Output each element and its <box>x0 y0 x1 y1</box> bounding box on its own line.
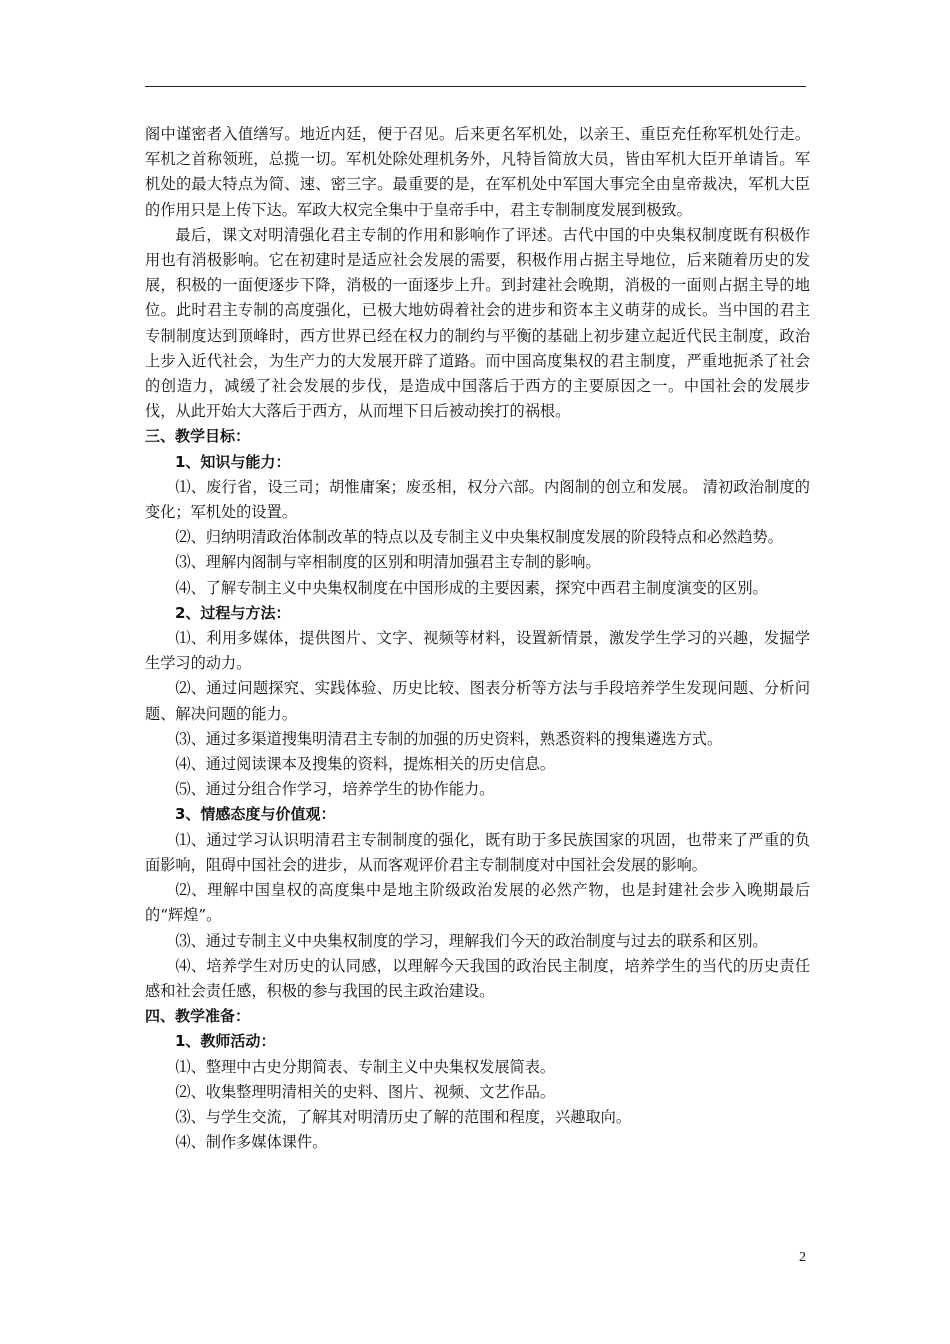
list-item: ⑷、了解专制主义中央集权制度在中国形成的主要因素，探究中西君主制度演变的区别。 <box>175 578 768 597</box>
list-item: ⑵、收集整理明清相关的史料、图片、视频、文艺作品。 <box>175 1082 556 1101</box>
list-item: ⑸、通过分组合作学习，培养学生的协作能力。 <box>175 780 495 799</box>
document-body <box>145 122 810 1155</box>
list-item: ⑴、废行省，设三司；胡惟庸案；废丞相，权分六部。内阁制的创立和发展。 清初政治制度的变化；军机处的设置。 <box>145 477 810 522</box>
header-rule <box>145 86 806 87</box>
list-item: ⑶、与学生交流，了解其对明清历史了解的范围和程度，兴趣取向。 <box>175 1107 632 1126</box>
subheading-process-method: 2、过程与方法： <box>175 603 291 622</box>
paragraph-military-council: 阁中谨密者入值缮写。地近内廷，便于召见。后来更名军机处，以亲王、重臣充任称军机处行走。军机之首称领班，总揽一切。军机处除处理机务外，凡特旨简放大员，皆由军机大臣开单请旨。军机处的最大特点为简、速、密三字。最重要的是，在军机处中军国大事完全由皇帝裁决，军机大臣的作用只是上传下达。军政大权完全集中于皇帝手中，君主专制制度发展到极致。 <box>145 125 810 219</box>
list-item: ⑷、制作多媒体课件。 <box>175 1133 328 1152</box>
list-item: ⑶、理解内阁制与宰相制度的区别和明清加强君主专制的影响。 <box>175 553 601 572</box>
list-item: ⑴、通过学习认识明清君主专制制度的强化，既有助于多民族国家的巩固，也带来了严重的负面影响，阻碍中国社会的进步，从而客观评价君主专制制度对中国社会发展的影响。 <box>145 830 810 874</box>
list-item: ⑵、归纳明清政治体制改革的特点以及专制主义中央集权制度发展的阶段特点和必然趋势。 <box>175 528 783 547</box>
page-number: 2 <box>799 1250 806 1265</box>
paragraph-evaluation: 最后，课文对明清强化君主专制的作用和影响作了评述。古代中国的中央集权制度既有积极作用也有消极影响。它在初建时是适应社会发展的需要，积极作用占据主导地位，后来随着历史的发展，积极的一面便逐步下降，消极的一面逐步上升。到封建社会晚期，消极的一面则占据主导的地位。此时君主专制的高度强化，已极大地妨碍着社会的进步和资本主义萌芽的成长。当中国的君主专制制度达到顶峰时，西方世界已经在权力的制约与平衡的基础上初步建立起近代民主制度，政治上步入近代社会，为生产力的大发展开辟了道路。而中国高度集权的君主制度，严重地扼杀了社会的创造力，减缓了社会发展的步伐，是造成中国落后于西方的主要原因之一。中国社会的发展步伐，从此开始大大落后于西方，从而埋下日后被动挨打的祸根。 <box>145 225 810 421</box>
list-item: ⑴、整理中古史分期简表、专制主义中央集权发展简表。 <box>175 1057 556 1076</box>
list-item: ⑵、通过问题探究、实践体验、历史比较、图表分析等方法与手段培养学生发现问题、分析问题、解决问题的能力。 <box>145 679 810 723</box>
list-item: ⑷、培养学生对历史的认同感，以理解今天我国的政治民主制度，培养学生的当代的历史责任感和社会责任感，积极的参与我国的民主政治建设。 <box>145 956 810 1000</box>
list-item: ⑶、通过专制主义中央集权制度的学习，理解我们今天的政治制度与过去的联系和区别。 <box>175 931 768 950</box>
list-item: ⑴、利用多媒体，提供图片、文字、视频等材料，设置新情景，激发学生学习的兴趣，发掘学生学习的动力。 <box>145 629 810 673</box>
list-item: ⑷、通过阅读课本及搜集的资料，提炼相关的历史信息。 <box>175 755 556 774</box>
subheading-teacher-activities: 1、教师活动： <box>175 1032 276 1051</box>
subheading-attitude-values: 3、情感态度与价值观： <box>175 805 336 824</box>
list-item: ⑵、理解中国皇权的高度集中是地主阶级政治发展的必然产物，也是封建社会步入晚期最后的“辉煌”。 <box>145 881 810 925</box>
section-heading-teaching-goals: 三、教学目标： <box>145 427 251 446</box>
list-item: ⑶、通过多渠道搜集明清君主专制的加强的历史资料，熟悉资料的搜集遴选方式。 <box>175 729 723 748</box>
section-heading-teaching-preparation: 四、教学准备： <box>145 1007 251 1026</box>
subheading-knowledge-ability: 1、知识与能力： <box>175 452 291 471</box>
